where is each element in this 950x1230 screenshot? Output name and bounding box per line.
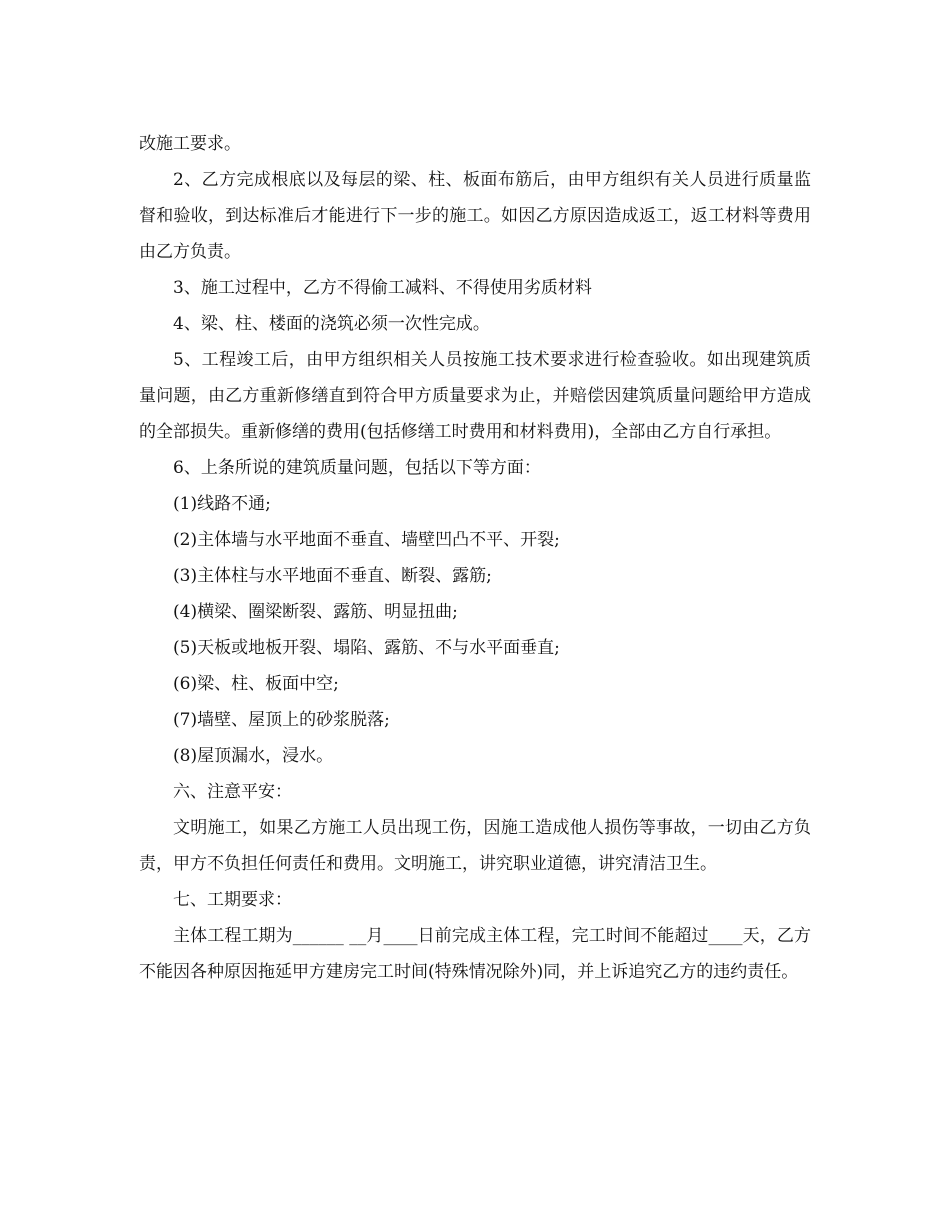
- paragraph: 4、梁、柱、楼面的浇筑必须一次性完成。: [173, 314, 490, 334]
- paragraph: 6、上条所说的建筑质量问题，包括以下等方面：: [173, 458, 541, 478]
- paragraph: 文明施工，如果乙方施工人员出现工伤，因施工造成他人损伤等事故，一切由乙方负责，甲方不负担任何责任和费用。文明施工，讲究职业道德，讲究清洁卫生。: [139, 818, 811, 874]
- paragraph: 2、乙方完成根底以及每层的梁、柱、板面布筋后，由甲方组织有关人员进行质量监督和验收，到达标准后才能进行下一步的施工。如因乙方原因造成返工，返工材料等费用由乙方负责。: [139, 170, 811, 262]
- paragraph: 改施工要求。: [139, 134, 241, 154]
- list-item: (6)梁、柱、板面中空;: [173, 674, 339, 694]
- list-item: (1)线路不通;: [173, 494, 271, 514]
- section-heading: 六、注意平安：: [173, 782, 292, 802]
- list-item: (2)主体墙与水平地面不垂直、墙壁凹凸不平、开裂;: [173, 530, 560, 550]
- list-item: (7)墙壁、屋顶上的砂浆脱落;: [173, 710, 390, 730]
- list-item: (5)天板或地板开裂、塌陷、露筋、不与水平面垂直;: [173, 638, 560, 658]
- paragraph: 3、施工过程中，乙方不得偷工减料、不得使用劣质材料: [173, 278, 592, 298]
- section-heading: 七、工期要求：: [173, 890, 292, 910]
- paragraph: 5、工程竣工后，由甲方组织相关人员按施工技术要求进行检查验收。如出现建筑质量问题，由乙方重新修缮直到符合甲方质量要求为止，并赔偿因建筑质量问题给甲方造成的全部损失。重新修缮的费用(包括修缮工时费用和材料费用)，全部由乙方自行承担。: [139, 350, 811, 442]
- document-body: [139, 126, 811, 990]
- list-item: (8)屋顶漏水，浸水。: [173, 746, 334, 766]
- list-item: (4)横梁、圈梁断裂、露筋、明显扭曲;: [173, 602, 458, 622]
- paragraph: 主体工程工期为______ __月____日前完成主体工程，完工时间不能超过____天，乙方不能因各种原因拖延甲方建房完工时间(特殊情况除外)同，并上诉追究乙方的违约责任。: [139, 926, 811, 982]
- list-item: (3)主体柱与水平地面不垂直、断裂、露筋;: [173, 566, 492, 586]
